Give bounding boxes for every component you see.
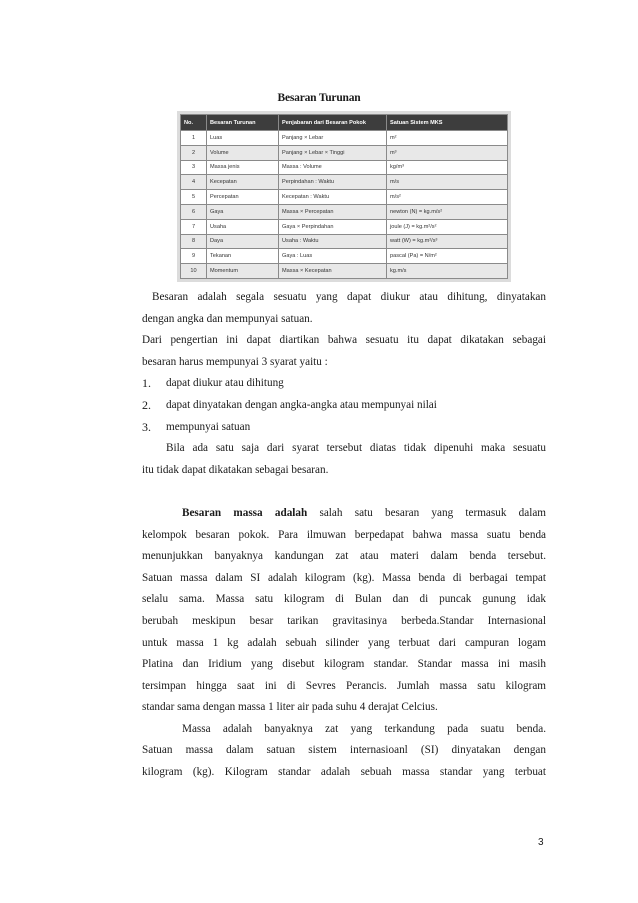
- paragraph-line: [142, 503, 546, 525]
- cell-no: 1: [181, 131, 207, 146]
- cell-derivation: Kecepatan : Waktu: [279, 190, 387, 205]
- paragraph-line: kilogram (kg). Kilogram standar adalah sebuah massa standar yang terbuat: [142, 766, 546, 779]
- cell-unit: m/s: [387, 175, 508, 190]
- paragraph-line: Platina dan Iridium yang disebut kilogram standar. Standar massa ini masih: [142, 658, 546, 671]
- paragraph-line: Besaran adalah segala sesuatu yang dapat diukur atau dihitung, dinyatakan: [152, 291, 546, 303]
- table-row: [181, 249, 508, 264]
- cell-derivation: Gaya : Luas: [279, 249, 387, 264]
- list-text: dapat diukur atau dihitung: [166, 377, 284, 390]
- paragraph-line: itu tidak dapat dikatakan sebagai besaran.: [142, 463, 329, 476]
- table-row: [181, 145, 508, 160]
- cell-quantity: Kecepatan: [207, 175, 279, 190]
- paragraph-line: berubah meskipun besar tarikan gravitasinya berbeda.Standar Internasional: [142, 614, 546, 627]
- cell-quantity: Volume: [207, 145, 279, 160]
- list-item: [142, 373, 546, 395]
- paragraph-line: selalu sama. Massa satu kilogram di Bulan dan di puncak gunung idak: [142, 593, 546, 606]
- list-number: 3.: [142, 419, 151, 434]
- cell-unit: m³: [387, 145, 508, 160]
- cell-derivation: Panjang × Lebar × Tinggi: [279, 145, 387, 160]
- header-no: No.: [181, 115, 207, 131]
- paragraph-line: Satuan massa dalam SI adalah kilogram (kg). Massa benda di berbagai tempat: [142, 571, 546, 584]
- paragraph-line: kelompok besaran pokok. Para ilmuwan berpedapat bahwa massa suatu benda: [142, 528, 546, 541]
- cell-quantity: Massa jenis: [207, 160, 279, 175]
- cell-no: 2: [181, 145, 207, 160]
- cell-no: 8: [181, 234, 207, 249]
- cell-quantity: Usaha: [207, 219, 279, 234]
- table-row: [181, 190, 508, 205]
- page-number: 3: [538, 837, 544, 848]
- cell-no: 3: [181, 160, 207, 175]
- cell-unit: newton (N) = kg.m/s²: [387, 204, 508, 219]
- table-row: [181, 131, 508, 146]
- table-row: [181, 175, 508, 190]
- derived-quantities-table-image: [177, 111, 511, 282]
- table-row: [181, 234, 508, 249]
- cell-no: 6: [181, 204, 207, 219]
- table-title: Besaran Turunan: [277, 92, 361, 104]
- bold-lead: Besaran massa adalah: [182, 506, 308, 519]
- header-unit: Satuan Sistem MKS: [387, 115, 508, 131]
- table-row: [181, 219, 508, 234]
- paragraph-line-rest: salah satu besaran yang termasuk dalam: [319, 506, 546, 519]
- table-header-row: [181, 115, 508, 131]
- cell-unit: watt (W) = kg.m²/s³: [387, 234, 508, 249]
- paragraph-line: Dari pengertian ini dapat diartikan bahwa sesuatu itu dapat dikatakan sebagai: [142, 334, 546, 347]
- list-number: 2.: [142, 397, 151, 412]
- cell-no: 5: [181, 190, 207, 205]
- cell-derivation: Usaha : Waktu: [279, 234, 387, 249]
- cell-no: 10: [181, 264, 207, 279]
- paragraph-gap: [142, 481, 546, 503]
- header-derivation: Penjabaran dari Besaran Pokok: [279, 115, 387, 131]
- paragraph-line: menunjukkan banyaknya kandungan zat atau materi dalam benda tersebut.: [142, 550, 546, 563]
- cell-quantity: Luas: [207, 131, 279, 146]
- paragraph-line: Satuan massa dalam satuan sistem internasioanl (SI) dinyatakan dengan: [142, 744, 546, 757]
- cell-quantity: Percepatan: [207, 190, 279, 205]
- list-text: dapat dinyatakan dengan angka-angka atau mempunyai nilai: [166, 398, 437, 411]
- cell-quantity: Momentum: [207, 264, 279, 279]
- list-number: 1.: [142, 376, 151, 391]
- cell-quantity: Daya: [207, 234, 279, 249]
- body-text: [142, 287, 546, 784]
- derived-quantities-table: [180, 114, 508, 279]
- cell-no: 7: [181, 219, 207, 234]
- list-text: mempunyai satuan: [166, 420, 251, 433]
- cell-unit: pascal (Pa) = N/m²: [387, 249, 508, 264]
- cell-derivation: Massa × Kecepatan: [279, 264, 387, 279]
- paragraph-line: untuk massa 1 kg adalah sebuah silinder yang terbuat dari campuran logam: [142, 636, 546, 649]
- cell-no: 9: [181, 249, 207, 264]
- list-item: [142, 417, 546, 439]
- cell-unit: m²: [387, 131, 508, 146]
- table-row: [181, 160, 508, 175]
- paragraph-line: tersimpan hingga saat ini di Sevres Perancis. Jumlah massa satu kilogram: [142, 679, 546, 692]
- cell-derivation: Massa × Percepatan: [279, 204, 387, 219]
- paragraph-line: standar sama dengan massa 1 liter air pada suhu 4 derajat Celcius.: [142, 701, 438, 714]
- cell-quantity: Gaya: [207, 204, 279, 219]
- paragraph-line: dengan angka dan mempunyai satuan.: [142, 312, 313, 325]
- cell-derivation: Massa : Volume: [279, 160, 387, 175]
- cell-quantity: Tekanan: [207, 249, 279, 264]
- paragraph-line: besaran harus mempunyai 3 syarat yaitu :: [142, 355, 328, 368]
- cell-unit: kg.m/s: [387, 264, 508, 279]
- cell-derivation: Perpindahan : Waktu: [279, 175, 387, 190]
- cell-unit: kg/m³: [387, 160, 508, 175]
- cell-unit: joule (J) = kg.m²/s²: [387, 219, 508, 234]
- cell-derivation: Gaya × Perpindahan: [279, 219, 387, 234]
- table-row: [181, 264, 508, 279]
- list-item: [142, 395, 546, 417]
- table-row: [181, 204, 508, 219]
- paragraph-line: Bila ada satu saja dari syarat tersebut diatas tidak dipenuhi maka sesuatu: [166, 442, 546, 455]
- cell-derivation: Panjang × Lebar: [279, 131, 387, 146]
- cell-unit: m/s²: [387, 190, 508, 205]
- cell-no: 4: [181, 175, 207, 190]
- header-quantity: Besaran Turunan: [207, 115, 279, 131]
- paragraph-line: Massa adalah banyaknya zat yang terkandung pada suatu benda.: [182, 722, 546, 735]
